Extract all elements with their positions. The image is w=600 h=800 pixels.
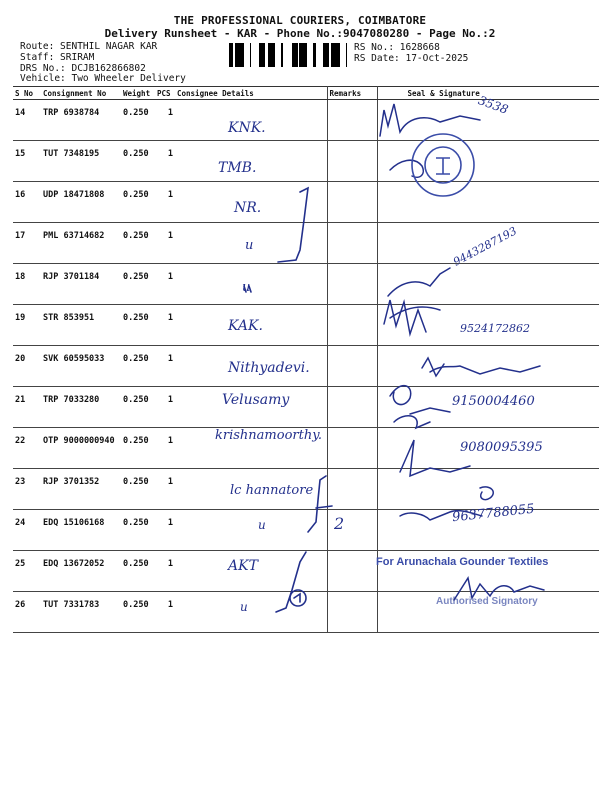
- consignee-hand-24: lc hannatore: [230, 483, 314, 498]
- row-consignment-no: EDQ 15106168: [41, 510, 121, 551]
- sig-phone-24: 9637788055: [451, 501, 536, 526]
- col-signature: Seal & Signature: [377, 87, 599, 100]
- rs-date: RS Date: 17-Oct-2025: [354, 53, 469, 64]
- row-consignment-no: TUT 7331783: [41, 592, 121, 633]
- consignee-hand-16: NR.: [234, 200, 262, 216]
- ditto-bracket-strokes: [200, 180, 360, 620]
- signature-scribbles: [370, 96, 590, 616]
- row-weight: 0.250: [121, 346, 155, 387]
- row-weight: 0.250: [121, 141, 155, 182]
- row-weight: 0.250: [121, 469, 155, 510]
- round-seal-stamp: [408, 130, 478, 200]
- row-consignment-no: EDQ 13672052: [41, 551, 121, 592]
- row-consignment-no: STR 853951: [41, 305, 121, 346]
- row-sno: 23: [13, 469, 41, 510]
- row-weight: 0.250: [121, 428, 155, 469]
- row-pcs: 1: [155, 510, 175, 551]
- sig-number-14: 3538: [476, 93, 511, 117]
- row-sno: 22: [13, 428, 41, 469]
- row-sno: 18: [13, 264, 41, 305]
- row-consignment-no: RJP 3701352: [41, 469, 121, 510]
- consignee-hand-22: krishnamoorthy.: [215, 428, 322, 443]
- row-consignment-no: TRP 6938784: [41, 100, 121, 141]
- row-pcs: 1: [155, 223, 175, 264]
- col-sno: S No: [13, 87, 41, 100]
- row-weight: 0.250: [121, 592, 155, 633]
- consignee-hand-15: TMB.: [218, 160, 257, 176]
- consignee-hand-17: u: [245, 238, 254, 253]
- row-pcs: 1: [155, 346, 175, 387]
- row-consignment-no: UDP 18471808: [41, 182, 121, 223]
- row-weight: 0.250: [121, 510, 155, 551]
- consignee-hand-20: Nithyadevi.: [228, 360, 310, 376]
- row-weight: 0.250: [121, 305, 155, 346]
- row-consignment-no: RJP 3701184: [41, 264, 121, 305]
- row-sno: 14: [13, 100, 41, 141]
- row-sno: 25: [13, 551, 41, 592]
- runsheet-title: THE PROFESSIONAL COURIERS, COIMBATORE: [173, 14, 427, 27]
- row-sno: 24: [13, 510, 41, 551]
- barcode: [229, 43, 348, 67]
- row-weight: 0.250: [121, 387, 155, 428]
- consignee-hand-14: KNK.: [228, 120, 266, 136]
- row-sno: 17: [13, 223, 41, 264]
- row-weight: 0.250: [121, 182, 155, 223]
- route-label: Route: SENTHIL NAGAR KAR: [20, 41, 158, 52]
- consignee-hand-24-num: 2: [334, 514, 345, 533]
- stamp-authorised-signatory: Authorised Signatory: [436, 596, 538, 607]
- row-sno: 20: [13, 346, 41, 387]
- staff-label: Staff: SRIRAM: [20, 52, 95, 63]
- row-consignment-no: PML 63714682: [41, 223, 121, 264]
- row-consignment-no: SVK 60595033: [41, 346, 121, 387]
- row-sno: 16: [13, 182, 41, 223]
- row-pcs: 1: [155, 100, 175, 141]
- consignee-hand-25: AKT: [228, 558, 258, 574]
- row-pcs: 1: [155, 592, 175, 633]
- row-pcs: 1: [155, 469, 175, 510]
- row-pcs: 1: [155, 141, 175, 182]
- drs-number: DRS No.: DCJB162866802: [20, 63, 146, 74]
- consignee-hand-24-u: u: [258, 518, 266, 532]
- stamp-company-name: For Arunachala Gounder Textiles: [376, 556, 549, 568]
- row-pcs: 1: [155, 428, 175, 469]
- row-weight: 0.250: [121, 223, 155, 264]
- row-consignment-no: TUT 7348195: [41, 141, 121, 182]
- vehicle-label: Vehicle: Two Wheeler Delivery: [20, 73, 186, 84]
- row-sno: 26: [13, 592, 41, 633]
- authorised-signature: [450, 572, 550, 606]
- row-pcs: 1: [155, 387, 175, 428]
- row-pcs: 1: [155, 182, 175, 223]
- consignee-hand-19: KAK.: [228, 318, 263, 334]
- col-pcs: PCS: [155, 87, 175, 100]
- sig-phone-22: 9080095395: [460, 440, 543, 455]
- row-weight: 0.250: [121, 100, 155, 141]
- col-consignee: Consignee Details: [175, 87, 327, 100]
- consignee-hand-21: Velusamy: [222, 392, 290, 408]
- sig-phone-17: 9443287193: [451, 224, 519, 269]
- row-pcs: 1: [155, 305, 175, 346]
- runsheet-subtitle: Delivery Runsheet - KAR - Phone No.:9047080280 - Page No.:2: [104, 27, 496, 40]
- col-remarks: Remarks: [327, 87, 377, 100]
- row-weight: 0.250: [121, 551, 155, 592]
- row-sno: 15: [13, 141, 41, 182]
- row-sno: 21: [13, 387, 41, 428]
- row-pcs: 1: [155, 264, 175, 305]
- rs-number: RS No.: 1628668: [354, 42, 440, 53]
- row-consignment-no: TRP 7033280: [41, 387, 121, 428]
- col-weight: Weight: [121, 87, 155, 100]
- consignee-hand-18: u: [242, 280, 251, 295]
- sig-phone-19: 9524172862: [460, 322, 530, 335]
- consignee-hand-26: u: [240, 600, 248, 614]
- sig-phone-21: 9150004460: [452, 394, 535, 409]
- col-consignment: Consignment No: [41, 87, 121, 100]
- row-pcs: 1: [155, 551, 175, 592]
- row-consignment-no: OTP 9000000940: [41, 428, 121, 469]
- row-sno: 19: [13, 305, 41, 346]
- row-weight: 0.250: [121, 264, 155, 305]
